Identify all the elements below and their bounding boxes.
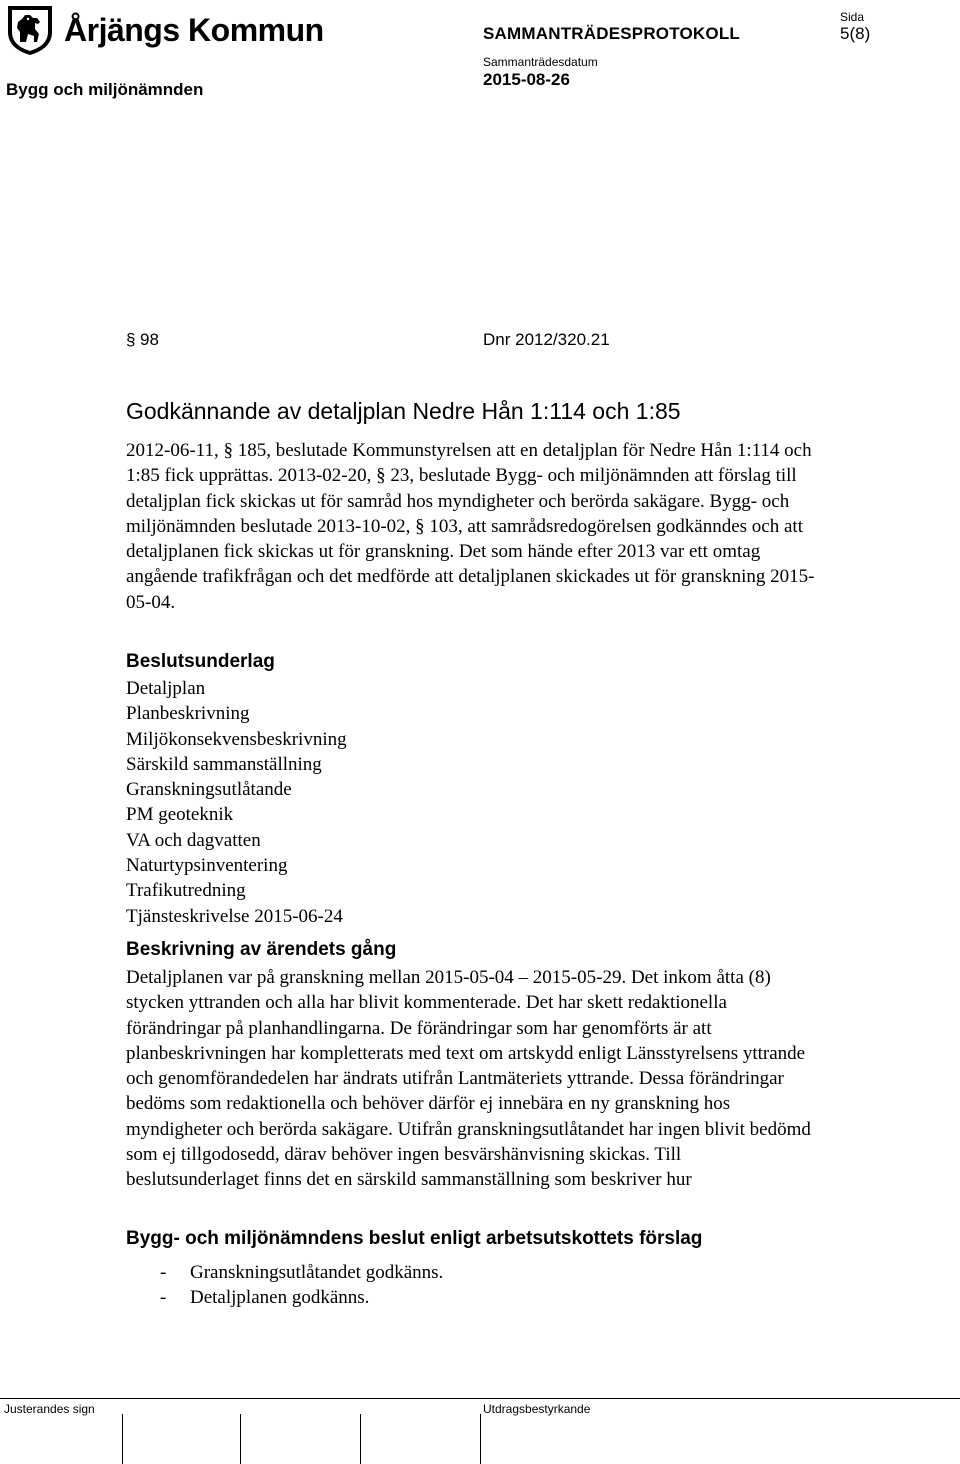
page-number: 5(8) xyxy=(840,24,871,43)
intro-paragraph: 2012-06-11, § 185, beslutade Kommunstyrelsen att en detaljplan för Nedre Hån 1:114 och 1:85 fick upprättas. 2013-02-20, § 23, beslutade Bygg- och miljönämnden att förslag till detaljplan fick skickas ut för samråd hos myndigheter och berörda sakägare. Bygg- och miljönämnden beslutade 2013-10-02, § 103, att samrådsredogörelsen godkänndes och att detaljplanen fick skickas ut för granskning. Det som hände efter 2013 var ett omtag angående trafikfrågan och det medförde att detaljplanen skickades ut för granskning 2015-05-04. xyxy=(126,440,815,613)
document-type: SAMMANTRÄDESPROTOKOLL xyxy=(483,24,740,43)
date-label: Sammanträdesdatum xyxy=(483,55,598,69)
beskrivning-heading: Beskrivning av ärendets gång xyxy=(126,939,397,960)
org-name: Årjängs Kommun xyxy=(64,12,324,48)
list-item: Naturtypsinventering xyxy=(126,855,288,877)
footer-divider xyxy=(0,1398,960,1399)
list-item: Granskningsutlåtande xyxy=(126,779,292,801)
municipality-logo xyxy=(4,4,324,56)
committee-name: Bygg och miljönämnden xyxy=(6,80,204,99)
signature-box-divider xyxy=(122,1414,123,1464)
dash-marker: - xyxy=(160,1287,167,1309)
paragraph-symbol: § xyxy=(126,330,136,349)
beslut-item xyxy=(160,1260,443,1285)
beslutsunderlag-list xyxy=(126,676,347,929)
list-item: Särskild sammanställning xyxy=(126,753,322,775)
meeting-date: 2015-08-26 xyxy=(483,70,570,89)
justerandes-sign-label: Justerandes sign xyxy=(4,1402,95,1416)
signature-box-divider xyxy=(240,1414,241,1464)
utdragsbestyrkande-label: Utdragsbestyrkande xyxy=(483,1402,591,1416)
signature-box-divider xyxy=(480,1414,481,1464)
beslutsunderlag-heading: Beslutsunderlag xyxy=(126,651,275,672)
beslut-item xyxy=(160,1285,443,1310)
list-item: VA och dagvatten xyxy=(126,829,261,851)
paragraph-number: 98 xyxy=(140,330,159,349)
list-item: Trafikutredning xyxy=(126,880,246,902)
list-item: Detaljplan xyxy=(126,678,206,699)
beslut-item-text: Granskningsutlåtandet godkänns. xyxy=(190,1262,444,1283)
beslut-item-text: Detaljplanen godkänns. xyxy=(190,1287,370,1309)
list-item: Planbeskrivning xyxy=(126,703,250,725)
diary-number: Dnr 2012/320.21 xyxy=(483,330,610,349)
signature-box-divider xyxy=(360,1414,361,1464)
dash-marker: - xyxy=(160,1262,167,1283)
list-item: Tjänsteskrivelse 2015-06-24 xyxy=(126,905,343,927)
page-label: Sida xyxy=(840,10,865,24)
coat-of-arms-bear-icon xyxy=(4,4,56,56)
section-title: Godkännande av detaljplan Nedre Hån 1:114 och 1:85 xyxy=(126,398,681,424)
beslut-heading: Bygg- och miljönämndens beslut enligt arbetsutskottets förslag xyxy=(126,1228,703,1249)
beskrivning-paragraph: Detaljplanen var på granskning mellan 2015-05-04 – 2015-05-29. Det inkom åtta (8) stycken yttranden och alla har blivit kommenterade. Det har skett redaktionella förändringar på planhandlingarna. De förändringar som har genomförts är att planbeskrivningen har kompletterats med text om artskydd enligt Länsstyrelsens yttrande och genomförandedelen har ändrats utifrån Lantmäteriets yttrande. Dessa förändringar bedöms som redaktionella och behöver därför ej innebära en ny granskning hos myndigheter och berörda sakägare. Utifrån granskningsutlåtandet har ingen blivit bedömd som ej tillgodosedd, därav behöver ingen besvärshänvisning skickas. Till beslutsunderlaget finns det en särskild sammanställning som beskriver hur xyxy=(126,967,811,1191)
list-item: PM geoteknik xyxy=(126,804,234,826)
list-item: Miljökonsekvensbeskrivning xyxy=(126,728,347,750)
beslut-list xyxy=(160,1260,443,1311)
